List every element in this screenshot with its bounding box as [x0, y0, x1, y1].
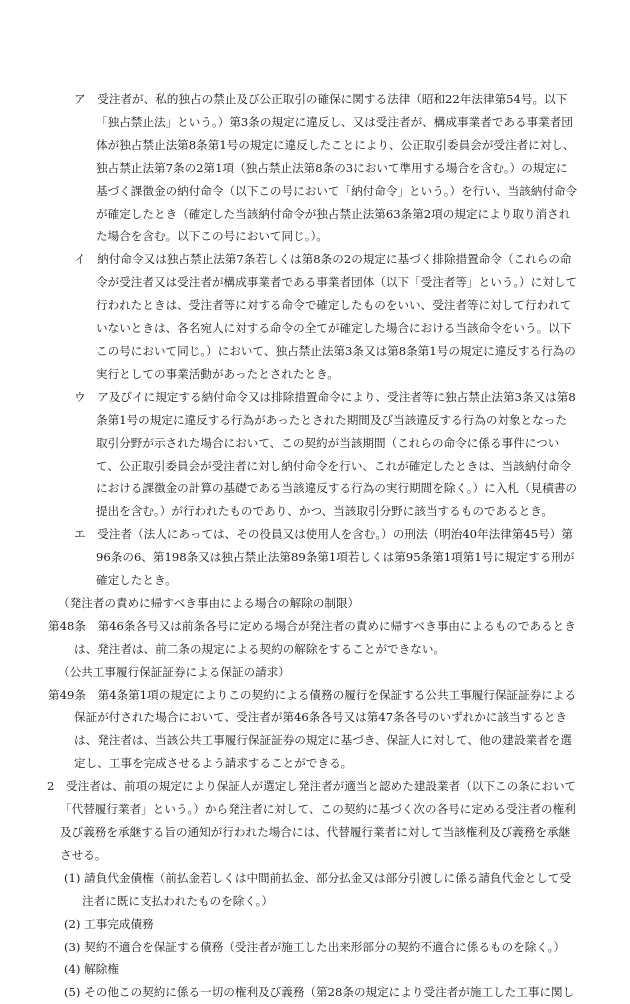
article-49-paragraph-2: [0, 775, 630, 867]
article-text: 第46条各号又は前条各号に定める場合が発注者の責めに帰すべき事由によるものであるときは、発注者は、前二条の規定による契約の解除をすることができない。: [74, 618, 576, 656]
item-marker: ア: [74, 92, 86, 106]
article-number: 第48条: [48, 618, 86, 633]
list-item-u: [0, 386, 630, 523]
article-48-caption: （発注者の責めに帰すべき事由による場合の解除の制限）: [58, 595, 360, 610]
sub-item-1: [0, 867, 630, 913]
sub-item-2: [0, 913, 630, 936]
article-number: 第49条: [48, 687, 86, 702]
sub-item-5: [0, 981, 630, 1004]
item-text: 受注者（法人にあっては、その役員又は使用人を含む。）の刑法（明治40年法律第45号）第96条の6、第198条又は独占禁止法第89条第1項若しくは第95条第1項第1号に規定する刑が確定したとき。: [96, 527, 575, 588]
article-text: 第4条第1項の規定によりこの契約による債務の履行を保証する公共工事履行保証証券による保証が付された場合において、受注者が第46条各号又は第47条各号のいずれかに該当するときは、発注者は、当該公共工事履行保証証券の規定に基づき、保証人に対して、他の建設業者を選定し、工事を完成させるよう請求することができる。: [74, 687, 577, 771]
item-marker: エ: [74, 527, 86, 542]
sub-item-text: 契約不適合を保証する債務（受注者が施工した出来形部分の契約不適合に係るものを除く。）: [84, 939, 566, 954]
item-marker: イ: [74, 252, 86, 267]
item-text: 受注者が、私的独占の禁止及び公正取引の確保に関する法律（昭和22年法律第54号。以下「独占禁止法」という。）第3条の規定に違反し、又は受注者が、構成事業者である事業者団体が独占禁止法第8条第1号の規定に違反したことにより、公正取引委員会が受注者に対し、独占禁止法第7条の2第1項（独占禁止法第8条の3において準用する場合を含む。）の規定に基づく課徴金の納付命令（以下この号において「納付命令」という。）を行い、当該納付命令が確定したとき（確定した当該納付命令が独占禁止法第63条第2項の規定により取り消された場合を含む。以下この号において同じ。）。: [96, 92, 578, 244]
item-marker: ウ: [74, 389, 86, 404]
sub-item-text: 請負代金債権（前払金若しくは中間前払金、部分払金又は部分引渡しに係る請負代金として受注者に既に支払われたものを除く。）: [82, 870, 572, 908]
sub-item-marker: (5): [64, 985, 81, 1000]
sub-item-text: 工事完成債務: [84, 916, 154, 931]
sub-item-marker: (1): [64, 870, 81, 885]
list-item-i: [0, 248, 630, 385]
sub-item-marker: (2): [64, 916, 81, 931]
paragraph-number: 2: [47, 779, 55, 794]
document-page: [0, 88, 630, 1004]
item-text: ア及びイに規定する納付命令又は排除措置命令により、受注者等に独占禁止法第3条又は第8条第1号の規定に違反する行為があったとされた期間及び当該違反する行為の対象となった取引分野が示された場合において、この契約が当該期間（これらの命令に係る事件について、公正取引委員会が受注者に対し納付命令を行い、これが確定したときは、当該納付命令における課徴金の計算の基礎である当該違反する行為の実行期間を除く。）に入札（見積書の提出を含む。）が行われたものであり、かつ、当該取引分野に該当するものであるとき。: [96, 389, 577, 519]
article-49: [0, 684, 630, 776]
article-48: [0, 615, 630, 661]
paragraph-text: 受注者は、前項の規定により保証人が選定し発注者が適当と認めた建設業者（以下この条において「代替履行業者」という。）から発注者に対して、この契約に基づく次の各号に定める受注者の権利及び義務を承継する旨の通知が行われた場合には、代替履行業者に対して当該権利及び義務を承継させる。: [60, 779, 577, 862]
sub-item-marker: (4): [64, 962, 81, 977]
sub-item-4: [0, 958, 630, 981]
list-item-e: [0, 523, 630, 592]
item-text: 納付命令又は独占禁止法第7条若しくは第8条の2の規定に基づく排除措置命令（これらの命令が受注者又は受注者が構成事業者である事業者団体（以下「受注者等」という。）に対して行われたときは、受注者等に対する命令で確定したものをいい、受注者等に対して行われていないときは、各名宛人に対する命令の全てが確定した場合における当該命令をいう。以下この号において同じ。）において、独占禁止法第3条又は第8条第1号の規定に違反する行為の実行としての事業活動があったとされたとき。: [96, 252, 578, 381]
article-49-caption: （公共工事履行保証証券による保証の請求）: [58, 664, 290, 679]
list-item-a: [0, 88, 630, 248]
sub-item-text: 解除権: [84, 962, 119, 977]
sub-item-3: [0, 936, 630, 959]
sub-item-text: その他この契約に係る一切の権利及び義務（第28条の規定により受注者が施工した工事に関し: [84, 985, 575, 1000]
sub-item-marker: (3): [64, 939, 81, 954]
